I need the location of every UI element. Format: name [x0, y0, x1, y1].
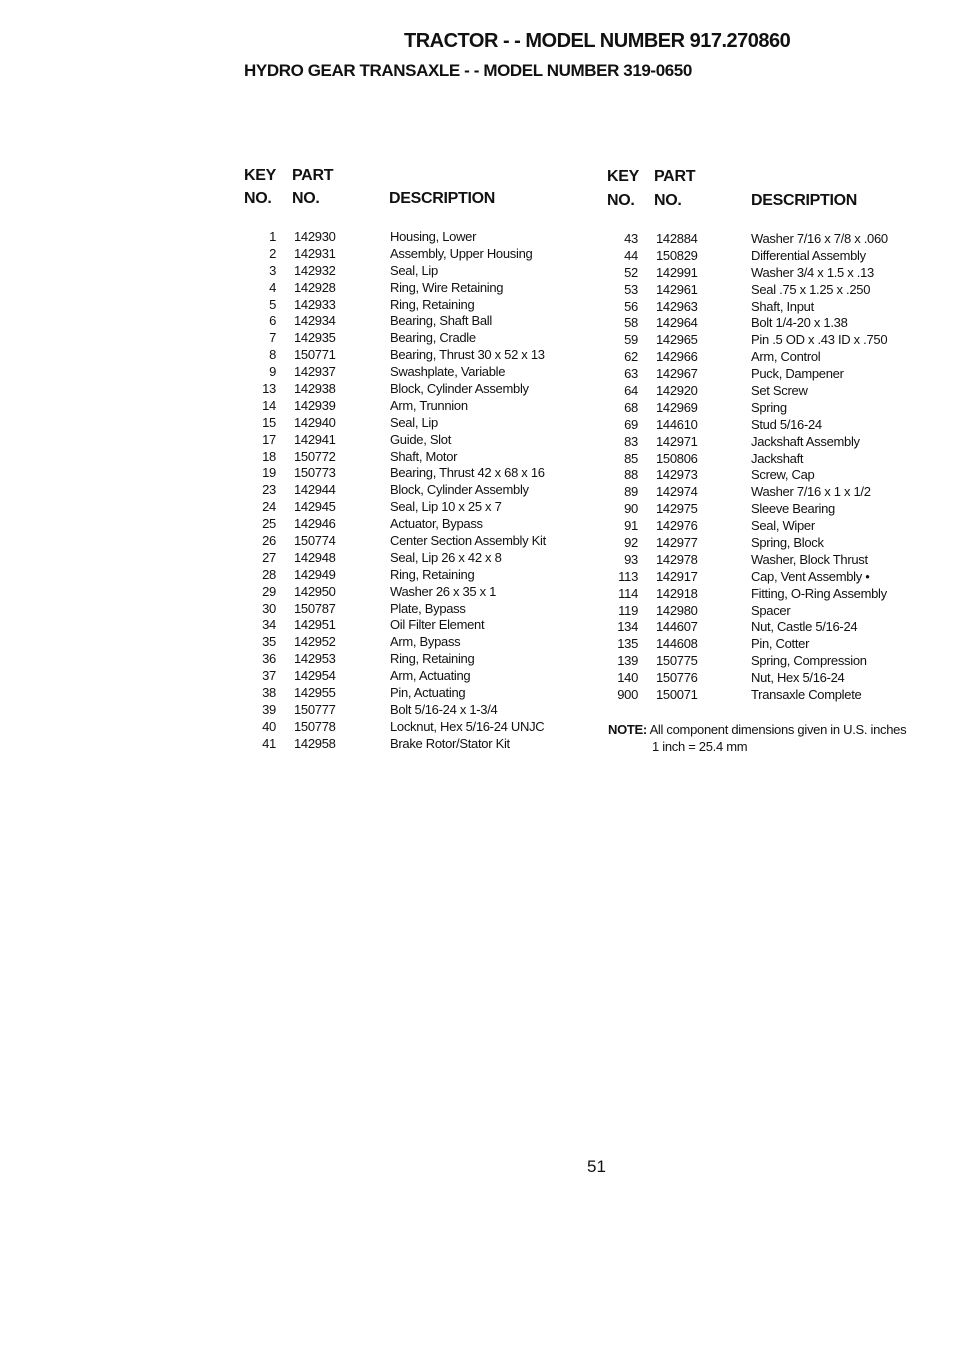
part-description: Bearing, Thrust 42 x 68 x 16 [390, 465, 545, 481]
part-number: 150829 [656, 247, 698, 263]
part-number: 142965 [656, 332, 698, 348]
key-number: 59 [624, 332, 638, 348]
key-number: 3 [269, 262, 276, 278]
table-row [244, 229, 584, 246]
table-row [600, 501, 940, 518]
key-number: 35 [262, 634, 276, 650]
part-number: 142948 [294, 549, 336, 565]
part-description: Swashplate, Variable [390, 364, 506, 380]
key-number: 15 [262, 414, 276, 430]
right-key-header-line1: KEY [607, 168, 639, 185]
table-row [244, 499, 584, 516]
part-description: Ring, Retaining [390, 651, 475, 667]
key-number: 14 [262, 397, 276, 413]
part-number: 142884 [656, 231, 698, 246]
part-description: Washer 3/4 x 1.5 x .13 [751, 264, 874, 280]
page-number: 51 [587, 1157, 606, 1176]
table-row [244, 617, 584, 634]
table-row [244, 634, 584, 651]
part-description: Seal .75 x 1.25 x .250 [751, 281, 871, 297]
key-number: 6 [269, 313, 276, 329]
part-description: Bearing, Thrust 30 x 52 x 13 [390, 347, 545, 363]
table-row [600, 619, 940, 636]
part-number: 150774 [294, 533, 336, 549]
key-number: 64 [624, 383, 638, 399]
part-number: 144610 [656, 416, 698, 432]
table-row [244, 601, 584, 618]
table-row [244, 246, 584, 263]
table-row [244, 398, 584, 415]
key-number: 91 [624, 518, 638, 534]
table-row [600, 265, 940, 282]
right-part-header-line2: NO. [654, 192, 682, 209]
table-row [600, 603, 940, 620]
right-key-header-line2: NO. [607, 192, 635, 209]
part-description: Washer 7/16 x 7/8 x .060 [751, 231, 888, 246]
note-line1: All component dimensions given in U.S. inches [649, 722, 907, 737]
table-row [600, 366, 940, 383]
part-description: Plate, Bypass [390, 600, 466, 616]
part-number: 142978 [656, 551, 698, 567]
part-number: 144607 [656, 619, 698, 635]
table-row [600, 636, 940, 653]
part-number: 142977 [656, 535, 698, 551]
key-number: 139 [617, 653, 638, 669]
table-row [600, 248, 940, 265]
part-description: Seal, Lip 10 x 25 x 7 [390, 499, 502, 515]
left-part-header-line2: NO. [292, 190, 320, 207]
table-row [244, 432, 584, 449]
part-number: 142949 [294, 566, 336, 582]
part-number: 142967 [656, 366, 698, 382]
part-description: Actuator, Bypass [390, 516, 483, 532]
key-number: 30 [262, 600, 276, 616]
part-description: Housing, Lower [390, 229, 477, 244]
part-description: Ring, Retaining [390, 566, 475, 582]
table-row [244, 685, 584, 702]
part-number: 142935 [294, 330, 336, 346]
table-row [244, 313, 584, 330]
part-description: Seal, Wiper [751, 518, 815, 534]
key-number: 13 [262, 381, 276, 397]
table-row [244, 297, 584, 314]
table-row [600, 315, 940, 332]
table-row [600, 484, 940, 501]
part-description: Arm, Actuating [390, 668, 471, 684]
table-row [600, 434, 940, 451]
part-number: 142940 [294, 414, 336, 430]
part-number: 142975 [656, 501, 698, 517]
key-number: 53 [624, 281, 638, 297]
key-number: 140 [617, 670, 638, 686]
table-row [244, 347, 584, 364]
part-number: 142971 [656, 433, 698, 449]
part-number: 150775 [656, 653, 698, 669]
part-number: 142950 [294, 583, 336, 599]
part-number: 142966 [656, 349, 698, 365]
key-number: 36 [262, 651, 276, 667]
part-number: 142963 [656, 298, 698, 314]
key-number: 38 [262, 685, 276, 701]
key-number: 114 [618, 585, 638, 601]
page-title: TRACTOR - - MODEL NUMBER 917.270860 [404, 30, 791, 52]
key-number: 40 [262, 718, 276, 734]
key-number: 29 [262, 583, 276, 599]
key-number: 9 [269, 364, 276, 380]
part-number: 150772 [294, 448, 336, 464]
left-description-header: DESCRIPTION [389, 190, 496, 207]
part-description: Pin, Cotter [751, 636, 810, 652]
left-key-header-line2: NO. [244, 190, 272, 207]
key-number: 52 [624, 264, 638, 280]
key-number: 68 [624, 399, 638, 415]
part-number: 150778 [294, 718, 336, 734]
part-number: 142932 [294, 262, 336, 278]
part-number: 142946 [294, 516, 336, 532]
part-description: Nut, Castle 5/16-24 [751, 619, 858, 635]
key-number: 93 [624, 551, 638, 567]
table-row [244, 702, 584, 719]
key-number: 25 [262, 516, 276, 532]
table-row [600, 451, 940, 468]
part-description: Center Section Assembly Kit [390, 533, 546, 549]
part-number: 142964 [656, 315, 698, 331]
part-number: 150071 [656, 687, 698, 703]
key-number: 113 [618, 568, 638, 584]
part-number: 142939 [294, 397, 336, 413]
key-number: 135 [617, 636, 638, 652]
part-number: 142933 [294, 296, 336, 312]
left-parts-table [244, 229, 584, 753]
left-part-header-line1: PART [292, 167, 334, 184]
table-row [244, 550, 584, 567]
table-row [600, 400, 940, 417]
key-number: 1 [269, 229, 276, 244]
table-row [244, 364, 584, 381]
part-number: 142944 [294, 482, 336, 498]
part-description: Oil Filter Element [390, 617, 485, 633]
key-number: 83 [624, 433, 638, 449]
table-row [244, 280, 584, 297]
part-description: Puck, Dampener [751, 366, 844, 382]
table-row [600, 670, 940, 687]
part-description: Ring, Retaining [390, 296, 475, 312]
note-label: NOTE: [608, 722, 647, 737]
table-row [244, 584, 584, 601]
key-number: 4 [269, 279, 276, 295]
part-number: 142941 [294, 431, 336, 447]
part-description: Washer 26 x 35 x 1 [390, 583, 497, 599]
part-description: Shaft, Input [751, 298, 814, 314]
right-part-header-line1: PART [654, 168, 696, 185]
part-number: 142961 [656, 281, 698, 297]
table-row [600, 467, 940, 484]
table-row [244, 668, 584, 685]
part-number: 150806 [656, 450, 698, 466]
part-description: Shaft, Motor [390, 448, 458, 464]
part-number: 142918 [656, 585, 698, 601]
table-row [600, 299, 940, 316]
key-number: 58 [624, 315, 638, 331]
note-line2: 1 inch = 25.4 mm [652, 739, 748, 754]
part-number: 142928 [294, 279, 336, 295]
part-description: Spring, Compression [751, 653, 867, 669]
table-row [600, 349, 940, 366]
part-description: Seal, Lip [390, 262, 438, 278]
left-key-header-line1: KEY [244, 167, 276, 184]
part-description: Guide, Slot [390, 431, 452, 447]
part-number: 142938 [294, 381, 336, 397]
part-description: Washer, Block Thrust [751, 551, 868, 567]
table-row [244, 465, 584, 482]
part-number: 142951 [294, 617, 336, 633]
key-number: 43 [624, 231, 638, 246]
part-number: 150771 [294, 347, 336, 363]
part-description: Stud 5/16-24 [751, 416, 822, 432]
part-description: Arm, Bypass [390, 634, 461, 650]
part-description: Bearing, Cradle [390, 330, 476, 346]
part-number: 142917 [656, 568, 698, 584]
key-number: 18 [262, 448, 276, 464]
part-description: Spring, Block [751, 535, 824, 551]
key-number: 56 [624, 298, 638, 314]
key-number: 39 [262, 701, 276, 717]
key-number: 85 [624, 450, 638, 466]
part-number: 142954 [294, 668, 336, 684]
right-description-header: DESCRIPTION [751, 192, 858, 209]
key-number: 900 [617, 687, 638, 703]
table-row [600, 653, 940, 670]
part-description: Bolt 5/16-24 x 1-3/4 [390, 701, 498, 717]
key-number: 134 [617, 619, 638, 635]
part-number: 142952 [294, 634, 336, 650]
part-number: 142930 [294, 229, 336, 244]
key-number: 8 [269, 347, 276, 363]
table-row [244, 330, 584, 347]
key-number: 62 [624, 349, 638, 365]
part-number: 142955 [294, 685, 336, 701]
part-description: Bolt 1/4-20 x 1.38 [751, 315, 848, 331]
key-number: 17 [262, 431, 276, 447]
part-number: 142953 [294, 651, 336, 667]
part-number: 142991 [656, 264, 698, 280]
key-number: 34 [262, 617, 276, 633]
part-description: Block, Cylinder Assembly [390, 482, 529, 498]
part-number: 150777 [294, 701, 336, 717]
part-number: 142980 [656, 602, 698, 618]
page-subtitle: HYDRO GEAR TRANSAXLE - - MODEL NUMBER 319-0650 [244, 61, 692, 80]
key-number: 90 [624, 501, 638, 517]
table-row [600, 552, 940, 569]
key-number: 19 [262, 465, 276, 481]
part-number: 142976 [656, 518, 698, 534]
key-number: 69 [624, 416, 638, 432]
part-description: Bearing, Shaft Ball [390, 313, 492, 329]
part-description: Assembly, Upper Housing [390, 245, 533, 261]
part-number: 142920 [656, 383, 698, 399]
table-row [600, 231, 940, 248]
part-description: Jackshaft [751, 450, 804, 466]
key-number: 26 [262, 533, 276, 549]
key-number: 28 [262, 566, 276, 582]
key-number: 88 [624, 467, 638, 483]
table-row [244, 449, 584, 466]
right-parts-table [600, 231, 940, 704]
part-description: Washer 7/16 x 1 x 1/2 [751, 484, 871, 500]
table-row [244, 736, 584, 753]
table-row [244, 567, 584, 584]
part-description: Seal, Lip [390, 414, 438, 430]
key-number: 44 [624, 247, 638, 263]
part-description: Spring [751, 399, 787, 415]
key-number: 89 [624, 484, 638, 500]
table-row [600, 535, 940, 552]
table-row [600, 586, 940, 603]
table-row [600, 332, 940, 349]
table-row [600, 417, 940, 434]
table-row [600, 569, 940, 586]
part-number: 144608 [656, 636, 698, 652]
part-description: Set Screw [751, 383, 808, 399]
key-number: 27 [262, 549, 276, 565]
dimension-note [608, 721, 906, 755]
key-number: 119 [618, 602, 638, 618]
part-description: Nut, Hex 5/16-24 [751, 670, 845, 686]
part-number: 142931 [294, 245, 336, 261]
part-number: 142945 [294, 499, 336, 515]
key-number: 63 [624, 366, 638, 382]
key-number: 5 [269, 296, 276, 312]
part-description: Fitting, O-Ring Assembly [751, 585, 887, 601]
key-number: 2 [269, 245, 276, 261]
table-row [244, 482, 584, 499]
key-number: 41 [262, 735, 276, 751]
table-row [600, 282, 940, 299]
part-description: Seal, Lip 26 x 42 x 8 [390, 549, 502, 565]
part-number: 150787 [294, 600, 336, 616]
table-row [600, 518, 940, 535]
part-description: Cap, Vent Assembly • [751, 568, 870, 584]
part-number: 142973 [656, 467, 698, 483]
table-row [244, 651, 584, 668]
part-description: Sleeve Bearing [751, 501, 835, 517]
table-row [600, 687, 940, 704]
table-row [244, 415, 584, 432]
table-row [600, 383, 940, 400]
part-description: Ring, Wire Retaining [390, 279, 504, 295]
key-number: 37 [262, 668, 276, 684]
part-number: 142937 [294, 364, 336, 380]
part-description: Jackshaft Assembly [751, 433, 860, 449]
part-description: Arm, Control [751, 349, 821, 365]
part-number: 150776 [656, 670, 698, 686]
key-number: 23 [262, 482, 276, 498]
key-number: 92 [624, 535, 638, 551]
table-row [244, 263, 584, 280]
part-description: Screw, Cap [751, 467, 815, 483]
part-description: Differential Assembly [751, 247, 866, 263]
part-description: Brake Rotor/Stator Kit [390, 735, 510, 751]
part-description: Pin, Actuating [390, 685, 466, 701]
part-description: Block, Cylinder Assembly [390, 381, 529, 397]
table-row [244, 381, 584, 398]
key-number: 24 [262, 499, 276, 515]
table-row [244, 719, 584, 736]
table-row [244, 516, 584, 533]
part-number: 142969 [656, 399, 698, 415]
part-description: Spacer [751, 602, 791, 618]
part-description: Pin .5 OD x .43 ID x .750 [751, 332, 888, 348]
part-description: Arm, Trunnion [390, 397, 468, 413]
part-number: 150773 [294, 465, 336, 481]
part-description: Transaxle Complete [751, 687, 862, 703]
key-number: 7 [269, 330, 276, 346]
part-number: 142958 [294, 735, 336, 751]
part-number: 142974 [656, 484, 698, 500]
part-description: Locknut, Hex 5/16-24 UNJC [390, 718, 545, 734]
table-row [244, 533, 584, 550]
part-number: 142934 [294, 313, 336, 329]
